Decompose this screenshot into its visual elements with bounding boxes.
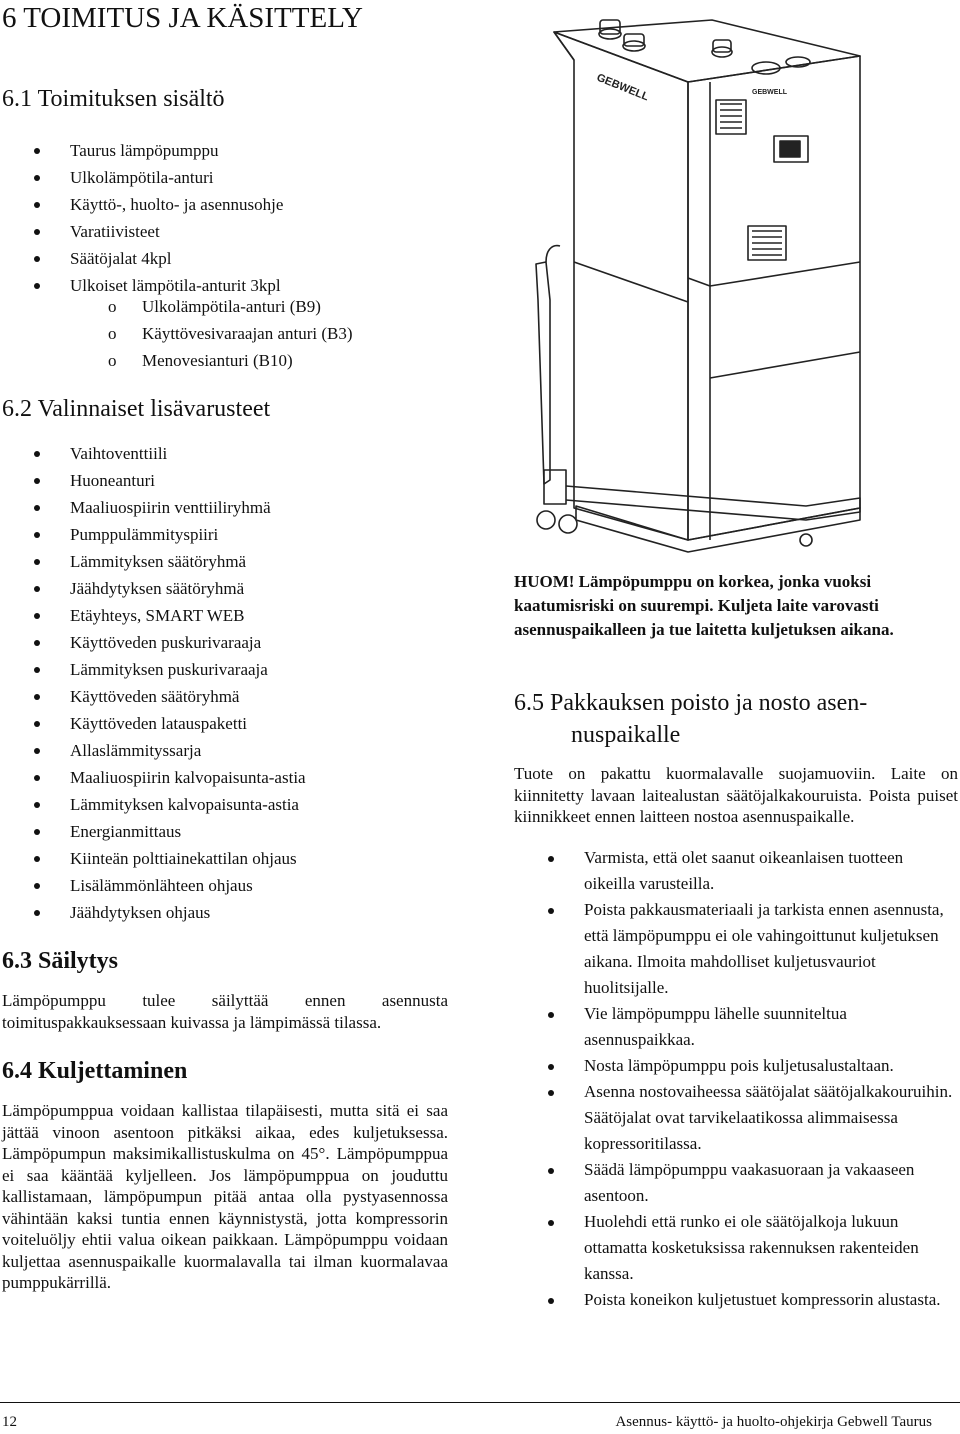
list-item: Poista koneikon kuljetustuet kompressorin alustasta. bbox=[584, 1287, 954, 1313]
list-item: Vaihtoventtiili bbox=[70, 440, 306, 467]
list-item: Energianmittaus bbox=[70, 818, 306, 845]
list-item: Säätöjalat 4kpl bbox=[70, 245, 283, 272]
page-number: 12 bbox=[2, 1414, 17, 1430]
list-item: Lisälämmönlähteen ohjaus bbox=[70, 872, 306, 899]
list-item: Huolehdi että runko ei ole säätöjalkoja lukuun ottamatta kosketuksissa rakennuksen rakenteiden kanssa. bbox=[584, 1209, 954, 1287]
list-item: Käyttö-, huolto- ja asennusohje bbox=[70, 191, 283, 218]
list-item: Pumppulämmityspiiri bbox=[70, 521, 306, 548]
list-item: Maaliuospiirin venttiiliryhmä bbox=[70, 494, 306, 521]
brand-front-label: GEBWELL bbox=[752, 89, 787, 96]
list-item: o Menovesianturi (B10) bbox=[142, 347, 353, 374]
list-item: Lämmityksen puskurivaraaja bbox=[70, 656, 306, 683]
list-item: Huoneanturi bbox=[70, 467, 306, 494]
optional-accessories-list bbox=[70, 440, 306, 926]
transport-paragraph: Lämpöpumppua voidaan kallistaa tilapäisesti, mutta sitä ei saa jättää vinoon asentoon pitkäksi aikaa, edes kuljetuksessa. Lämpöpumpun maksimikallistuskulma on 45°. Lämpöpumppua ei saa kääntää kyljelleen. Jos lämpöpumppua on jouduttu kallistamaan, lämpöpumpun pitää antaa olla pystyasennossa vähintään kaksi tuntia ennen käynnistystä, jotta kompressorin voiteluöljy ehtii valua oikean paikkaan. Lämpöpumppu voidaan kuljettaa asennuspaikalle kuormalavalla tai ilman kuormalavaa pumppukärrillä. bbox=[2, 1101, 448, 1292]
footer-divider bbox=[0, 1402, 960, 1403]
list-item: Nosta lämpöpumppu pois kuljetusalustaltaan. bbox=[584, 1053, 954, 1079]
section-6-2-title: 6.2 Valinnaiset lisävarusteet bbox=[2, 396, 271, 422]
heat-pump-drawing bbox=[516, 0, 886, 560]
list-item: o Ulkolämpötila-anturi (B9) bbox=[142, 293, 353, 320]
section-6-4-title: 6.4 Kuljettaminen bbox=[2, 1058, 188, 1084]
list-item: Käyttöveden säätöryhmä bbox=[70, 683, 306, 710]
delivery-contents-list bbox=[70, 137, 283, 299]
list-item: Lämmityksen kalvopaisunta-astia bbox=[70, 791, 306, 818]
brand-side-label: GEBWELL bbox=[594, 71, 651, 104]
list-item: Ulkoiset lämpötila-anturit 3kpl bbox=[70, 272, 283, 299]
list-item: o Käyttövesivaraajan anturi (B3) bbox=[142, 320, 353, 347]
section-6-1-title: 6.1 Toimituksen sisältö bbox=[2, 86, 225, 112]
cabinet-front bbox=[688, 56, 860, 540]
footer-title: Asennus- käyttö- ja huolto-ohjekirja Gebwell Taurus bbox=[615, 1414, 932, 1430]
unpacking-paragraph: Tuote on pakattu kuormalavalle suojamuoviin. Laite on kiinnitetty lavaan laitealustan säätöjalkakouruista. Poista puiset kiinnikkeet ennen laitteen nostoa asennuspaikalle. bbox=[514, 764, 958, 826]
list-item: Kiinteän polttiainekattilan ohjaus bbox=[70, 845, 306, 872]
chapter-heading: 6 TOIMITUS JA KÄSITTELY bbox=[2, 2, 363, 34]
list-item: Käyttöveden puskurivaraaja bbox=[70, 629, 306, 656]
list-item: Varmista, että olet saanut oikeanlaisen tuotteen oikeilla varusteilla. bbox=[584, 845, 954, 897]
list-item: Jäähdytyksen ohjaus bbox=[70, 899, 306, 926]
storage-paragraph: Lämpöpumppu tulee säilyttää ennen asennusta toimituspakkauksessaan kuivassa ja lämpimässä tilassa. bbox=[2, 991, 448, 1032]
list-item: Asenna nostovaiheessa säätöjalat säätöjalkakouruihin. Säätöjalat ovat tarvikelaatikossa alimmaisessa kopressoritilassa. bbox=[584, 1079, 954, 1157]
list-item: Lämmityksen säätöryhmä bbox=[70, 548, 306, 575]
list-item: Poista pakkausmateriaali ja tarkista ennen asennusta, että lämpöpumppu ei ole vahingoittunut kuljetuksen aikana. Ilmoita mahdolliset kuljetusvauriot huolitsijalle. bbox=[584, 897, 954, 1001]
section-6-5-title-line1: 6.5 Pakkauksen poisto ja nosto asen- bbox=[514, 690, 868, 716]
sensor-sublist bbox=[142, 293, 353, 374]
list-item: Maaliuospiirin kalvopaisunta-astia bbox=[70, 764, 306, 791]
list-item: Varatiivisteet bbox=[70, 218, 283, 245]
list-item: Jäähdytyksen säätöryhmä bbox=[70, 575, 306, 602]
warning-text: HUOM! Lämpöpumppu on korkea, jonka vuoksi kaatumisriski on suurempi. Kuljeta laite varovasti asennuspaikalleen ja tue laitetta kuljetuksen aikana. bbox=[514, 572, 894, 639]
section-6-5-title-line2: nuspaikalle bbox=[571, 722, 681, 748]
list-item: Allaslämmityssarja bbox=[70, 737, 306, 764]
list-item: Vie lämpöpumppu lähelle suunniteltua asennuspaikkaa. bbox=[584, 1001, 954, 1053]
section-6-3-title: 6.3 Säilytys bbox=[2, 948, 119, 974]
list-item: Säädä lämpöpumppu vaakasuoraan ja vakaaseen asentoon. bbox=[584, 1157, 954, 1209]
list-item: Käyttöveden latauspaketti bbox=[70, 710, 306, 737]
list-item: Taurus lämpöpumppu bbox=[70, 137, 283, 164]
list-item: Etäyhteys, SMART WEB bbox=[70, 602, 306, 629]
list-item: Ulkolämpötila-anturi bbox=[70, 164, 283, 191]
unpacking-steps-list bbox=[584, 845, 954, 1313]
